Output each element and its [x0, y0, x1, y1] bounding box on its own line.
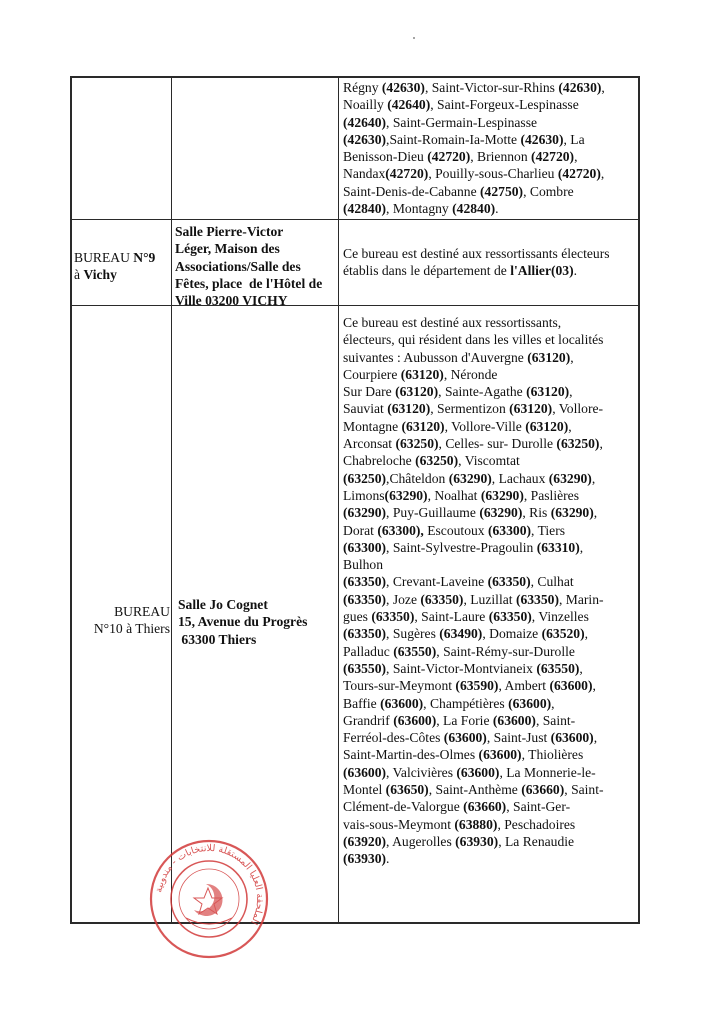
communes-cell-vichy [343, 245, 638, 280]
text-line [343, 539, 638, 556]
postal-code: (42720) [531, 149, 575, 165]
text-run: , Marin- [558, 591, 604, 607]
col-divider-1 [171, 76, 172, 924]
postal-code: (63660) [521, 782, 565, 798]
text-line [343, 487, 638, 504]
postal-code: Vichy [83, 267, 117, 283]
text-run: , Ris [522, 505, 551, 521]
text-run: , La Forie [436, 712, 493, 728]
text-run: , La Monnerie-le- [499, 764, 596, 780]
text-line [343, 556, 638, 573]
text-run: , Saint-Forgeux-Lespinasse [430, 97, 579, 113]
text-run: , [599, 436, 603, 452]
text-line [343, 677, 638, 694]
postal-code: (63120) [526, 384, 570, 400]
text-line [74, 603, 170, 620]
bureau-cell-vichy [74, 249, 170, 284]
text-line [343, 764, 638, 781]
postal-code: (63290) [479, 505, 523, 521]
postal-code: (63290) [480, 487, 524, 503]
official-seal-stamp [148, 838, 270, 960]
text-run: , Culhat [530, 574, 574, 590]
text-run: Grandrif [343, 712, 394, 728]
postal-code: (63120) [525, 418, 569, 434]
text-line [343, 625, 638, 642]
text-line: Fêtes, place de l'Hôtel de [175, 275, 323, 291]
text-run: Tours-sur-Meymont [343, 678, 456, 694]
text-line [343, 833, 638, 850]
text-run: , Lachaux [491, 470, 549, 486]
text-run: , [593, 730, 598, 746]
postal-code: (63350) [515, 591, 559, 607]
postal-code: (42630) [343, 131, 387, 147]
text-run: , Saint-Anthème [428, 782, 522, 798]
text-line [343, 349, 638, 366]
postal-code: (63350) [343, 574, 387, 590]
salle-cell-thiers [178, 596, 338, 648]
text-line [74, 249, 170, 266]
text-line [343, 114, 638, 131]
postal-code: (63600) [456, 764, 500, 780]
postal-code: (63350) [371, 609, 415, 625]
text-line: Salle Pierre-Victor [175, 224, 284, 239]
postal-code: (42630) [558, 80, 602, 95]
postal-code: (63600) [443, 730, 487, 746]
text-line: Associations/Salle des [175, 258, 301, 274]
text-run: . [495, 201, 499, 217]
postal-code: (63350) [487, 574, 531, 590]
text-run: , [593, 505, 598, 521]
text-line [343, 522, 638, 539]
postal-code: (42640) [343, 114, 387, 130]
text-run: , Sermentizon [430, 401, 510, 417]
text-run: Arconsat [343, 436, 396, 452]
stamp-ring-text: الملحقة العليا المستقلة للانتخابات - مندوبية [153, 842, 266, 927]
text-run: , Puy-Guillaume [386, 505, 480, 521]
col-divider-2 [338, 76, 339, 924]
postal-code: l'Allier(03) [510, 263, 574, 279]
text-run: Ce bureau est destiné aux ressortissants, [343, 315, 562, 330]
postal-code: (42630) [520, 131, 564, 147]
text-run: , Tiers [531, 522, 566, 538]
postal-code: (63600) [380, 695, 424, 711]
text-run: Benisson-Dieu [343, 149, 428, 165]
text-run: , [579, 660, 583, 676]
text-run: Dorat [343, 522, 378, 538]
text-line: Ville 03200 VICHY [175, 293, 288, 309]
text-run: , Vollore- [552, 401, 604, 417]
postal-code: (63310) [536, 539, 580, 555]
text-line: Léger, Maison des [175, 241, 280, 257]
text-line [343, 148, 638, 165]
text-run: , Joze [386, 591, 421, 607]
postal-code: (63290) [343, 505, 387, 521]
text-run: , La [563, 131, 585, 147]
text-line [343, 452, 638, 469]
text-run: Ce bureau est destiné aux ressortissants électeurs [343, 246, 610, 261]
text-run: , Ambert [498, 678, 550, 694]
postal-code: (63120) [387, 401, 431, 417]
text-line [343, 660, 638, 677]
text-run: Sauviat [343, 401, 388, 417]
postal-code: (63550) [536, 660, 580, 676]
postal-code: (42630) [381, 80, 425, 95]
text-run: . [573, 263, 578, 279]
text-run: N°10 à Thiers [93, 621, 170, 637]
text-run: , Sugères [386, 626, 440, 642]
text-line [343, 96, 638, 113]
text-run: Ferréol-des-Côtes [343, 730, 444, 746]
postal-code: (63300) [343, 539, 387, 555]
text-line [343, 573, 638, 590]
text-run: , [570, 349, 574, 365]
postal-code: (63120) [509, 401, 553, 417]
text-run: , [551, 695, 555, 711]
text-run: , Saint- [535, 712, 576, 728]
text-line [343, 366, 638, 383]
text-run: , Saint- [564, 782, 604, 798]
postal-code: (63600) [343, 764, 387, 780]
postal-code: (63350) [488, 609, 532, 625]
text-run: Saint-Denis-de-Cabanne [343, 183, 481, 199]
text-run: , [584, 626, 589, 642]
communes-cell-row1 [343, 79, 638, 217]
text-line [74, 620, 170, 637]
text-line [343, 591, 638, 608]
text-run: , Combre [523, 183, 574, 199]
text-line: Salle Jo Cognet [178, 597, 268, 612]
text-run: Noailly [343, 97, 388, 113]
postal-code: (63930) [455, 833, 499, 849]
text-line [343, 400, 638, 417]
text-run: Montagne [343, 418, 402, 434]
text-run: , [569, 384, 573, 400]
text-run: Chabreloche [343, 453, 416, 469]
postal-code: (42640) [387, 97, 431, 113]
text-run: , Saint-Victor-sur-Rhins [424, 80, 559, 95]
text-run: , Sainte-Agathe [438, 384, 527, 400]
postal-code: (63250) [556, 436, 600, 452]
postal-code: (42750) [480, 183, 524, 199]
text-line [343, 608, 638, 625]
text-run: , La Renaudie [498, 833, 575, 849]
text-run: , Thiolières [521, 747, 584, 763]
text-run: Montel [343, 782, 386, 798]
text-run: , Champétières [423, 695, 509, 711]
text-line [343, 712, 638, 729]
postal-code: (63120) [527, 349, 571, 365]
text-run: , [601, 80, 605, 95]
text-run: , Celles- sur- Durolle [438, 436, 557, 452]
postal-code: (63350) [343, 626, 387, 642]
text-run: , [568, 418, 572, 434]
text-run: , [574, 149, 578, 165]
text-run: suivantes : Aubusson d'Auvergne [343, 349, 528, 365]
text-line [343, 816, 638, 833]
text-run: , [592, 678, 596, 694]
text-run: , Vollore-Ville [444, 418, 526, 434]
postal-code: (42720) [385, 166, 429, 182]
text-run: , Noalhat [427, 487, 481, 503]
postal-code: (63250) [343, 470, 387, 486]
text-run: vais-sous-Meymont [343, 816, 455, 832]
text-run: , Saint-Laure [414, 609, 489, 625]
text-run: Clément-de-Valorgue [343, 799, 464, 815]
postal-code: (63290) [384, 487, 428, 503]
text-run: . [386, 851, 390, 867]
row-divider-1 [70, 219, 640, 220]
text-line [343, 850, 638, 867]
text-run: Régny [343, 80, 382, 95]
postal-code: (63600) [478, 747, 522, 763]
text-run: Palladuc [343, 643, 394, 659]
text-run: à [74, 267, 84, 283]
text-run: , [600, 166, 605, 182]
postal-code: (63600) [549, 678, 593, 694]
postal-code: (42840) [452, 201, 496, 217]
text-run: Sur Dare [343, 384, 396, 400]
text-line [343, 695, 638, 712]
postal-code: (63650) [385, 782, 429, 798]
text-line [343, 331, 638, 348]
postal-code: (63490) [439, 626, 483, 642]
text-line [343, 418, 638, 435]
postal-code: (63250) [415, 453, 459, 469]
postal-code: (63120) [400, 366, 444, 382]
text-line [343, 435, 638, 452]
text-run: , Peschadoires [497, 816, 576, 832]
text-line [343, 470, 638, 487]
postal-code: (63350) [420, 591, 464, 607]
text-line [343, 504, 638, 521]
text-run: , Domaize [482, 626, 542, 642]
text-line [343, 245, 638, 262]
postal-code: (63290) [548, 470, 592, 486]
postal-code: N°9 [133, 250, 156, 265]
text-run: Baffie [343, 695, 381, 711]
text-run: Escoutoux [423, 522, 488, 538]
text-run: , [579, 539, 584, 555]
text-line [343, 781, 638, 798]
postal-code: (63300) [487, 522, 532, 538]
text-run: Courpiere [343, 366, 401, 382]
text-run: , Montagny [386, 201, 453, 217]
postal-code: (63920) [343, 833, 387, 849]
text-run: BUREAU [114, 604, 170, 619]
text-run: BUREAU [74, 250, 134, 265]
postal-code: (63120) [395, 384, 439, 400]
text-line [343, 798, 638, 815]
text-run: Bulhon [343, 557, 384, 573]
postal-code: (63600) [492, 712, 536, 728]
scan-speck [413, 37, 415, 39]
postal-code: (63660) [463, 799, 507, 815]
text-run: établis dans le département de [343, 263, 511, 279]
text-run: , Saint-Germain-Lespinasse [386, 114, 538, 130]
postal-code: (63550) [393, 643, 437, 659]
text-line [343, 643, 638, 660]
text-run: , Pouilly-sous-Charlieu [428, 166, 558, 182]
text-line [343, 131, 638, 148]
postal-code: (63290) [550, 505, 594, 521]
postal-code: (63250) [395, 436, 439, 452]
salle-cell-vichy [175, 223, 340, 309]
text-line [343, 200, 638, 217]
postal-code: (42720) [427, 149, 471, 165]
text-run: , Saint-Ger- [506, 799, 571, 815]
text-line [343, 183, 638, 200]
text-run: , Valcivières [386, 764, 457, 780]
postal-code: (63120) [401, 418, 445, 434]
postal-code: (42720) [557, 166, 601, 182]
row-divider-2 [70, 305, 640, 306]
text-run: , Vinzelles [531, 609, 589, 625]
text-line [343, 165, 638, 182]
postal-code: (63350) [343, 591, 387, 607]
postal-code: (63550) [343, 660, 387, 676]
text-run: gues [343, 609, 372, 625]
text-run: Nandax [343, 166, 386, 182]
text-run: , Saint-Victor-Montvianeix [386, 660, 537, 676]
text-run: , Briennon [470, 149, 532, 165]
text-line [343, 729, 638, 746]
postal-code: (42840) [343, 201, 387, 217]
text-run: , Luzillat [463, 591, 516, 607]
postal-code: (63300), [377, 522, 424, 538]
postal-code: (63520) [541, 626, 585, 642]
text-line: 63300 Thiers [178, 631, 257, 647]
text-run: , Saint-Sylvestre-Pragoulin [386, 539, 537, 555]
text-run: électeurs, qui résident dans les villes et localités [343, 332, 604, 348]
text-run: Saint-Martin-des-Olmes [343, 747, 479, 763]
text-run: , Paslières [523, 487, 579, 503]
postal-code: (63600) [550, 730, 594, 746]
communes-cell-thiers [343, 314, 638, 868]
text-run: , Viscomtat [458, 453, 520, 469]
postal-code: (63880) [454, 816, 498, 832]
text-line [343, 262, 638, 279]
text-run: , Saint-Rémy-sur-Durolle [436, 643, 575, 659]
text-line: 15, Avenue du Progrès [178, 614, 308, 630]
text-run: ,Châteldon [386, 470, 449, 486]
postal-code: (63290) [448, 470, 492, 486]
text-run: , Saint-Just [486, 730, 551, 746]
postal-code: (63600) [508, 695, 552, 711]
text-line [74, 266, 170, 283]
text-run: ,Saint-Romain-Ia-Motte [386, 131, 521, 147]
text-run: , Néronde [443, 366, 498, 382]
postal-code: (63590) [455, 678, 499, 694]
postal-code: (63600) [393, 712, 437, 728]
postal-code: (63930) [343, 851, 387, 867]
text-line [343, 79, 638, 96]
text-line [343, 383, 638, 400]
text-run: Limons [343, 487, 385, 503]
text-run: , [591, 470, 596, 486]
text-run: , Augerolles [386, 833, 456, 849]
bureau-cell-thiers [74, 603, 172, 638]
text-line [343, 746, 638, 763]
text-line [343, 314, 638, 331]
text-run: , Crevant-Laveine [386, 574, 488, 590]
